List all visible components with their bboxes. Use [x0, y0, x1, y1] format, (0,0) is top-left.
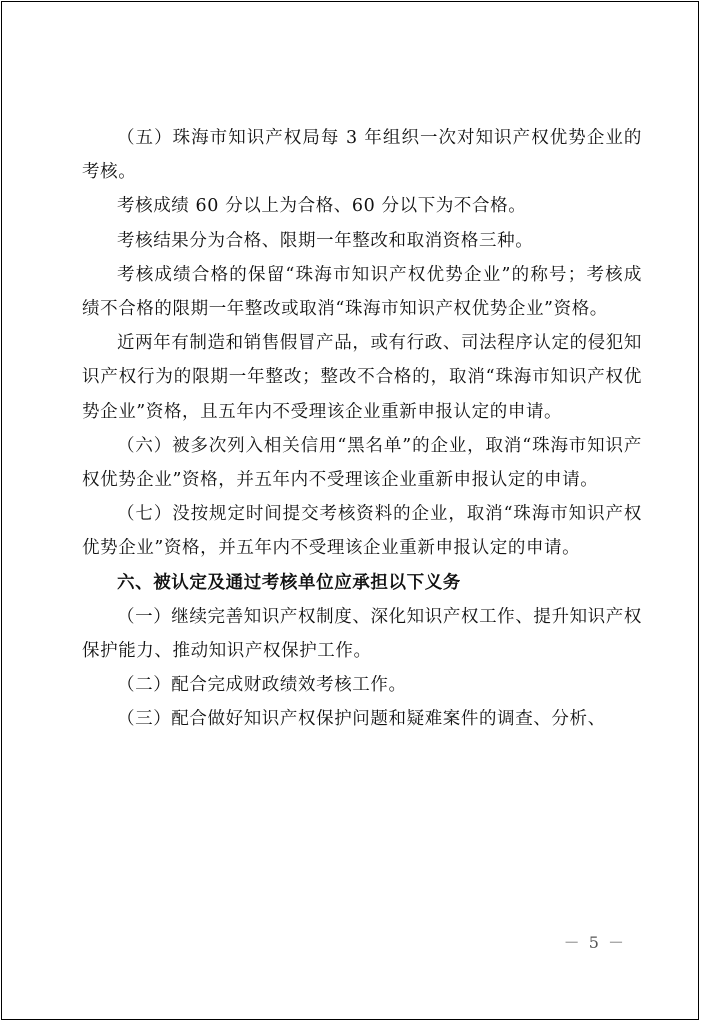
paragraph-infringement-rectification: 近两年有制造和销售假冒产品，或有行政、司法程序认定的侵犯知识产权行为的限期一年整改；整改不合格的，取消“珠海市知识产权优势企业”资格，且五年内不受理该企业重新申报认定的申请。 — [82, 333, 642, 422]
paragraph-score-threshold: 考核成绩 60 分以上为合格、60 分以下为不合格。 — [117, 196, 527, 217]
paragraph-obligation-three: （三）配合做好知识产权保护问题和疑难案件的调查、分析、 — [117, 709, 606, 730]
document-page — [1, 1, 699, 1020]
paragraph-late-submission: （七）没按规定时间提交考核资料的企业，取消“珠海市知识产权优势企业”资格，并五年内不受理该企业重新申报认定的申请。 — [82, 504, 642, 559]
page-number: － 5 － — [563, 933, 626, 952]
paragraph-obligation-one: （一）继续完善知识产权制度、深化知识产权工作、提升知识产权保护能力、推动知识产权保护工作。 — [82, 606, 642, 662]
paragraph-title-retention: 考核成绩合格的保留“珠海市知识产权优势企业”的称号；考核成绩不合格的限期一年整改或取消“珠海市知识产权优势企业”资格。 — [82, 264, 642, 320]
paragraph-obligation-two: （二）配合完成财政绩效考核工作。 — [117, 675, 407, 696]
paragraph-result-types: 考核结果分为合格、限期一年整改和取消资格三种。 — [117, 230, 534, 251]
section-heading-obligations: 六、被认定及通过考核单位应承担以下义务 — [117, 572, 461, 593]
paragraph-blacklist: （六）被多次列入相关信用“黑名单”的企业，取消“珠海市知识产权优势企业”资格，并五年内不受理该企业重新申报认定的申请。 — [82, 435, 642, 491]
document-body — [82, 121, 642, 737]
paragraph-assessment-cycle: （五）珠海市知识产权局每 3 年组织一次对知识产权优势企业的考核。 — [82, 128, 642, 183]
